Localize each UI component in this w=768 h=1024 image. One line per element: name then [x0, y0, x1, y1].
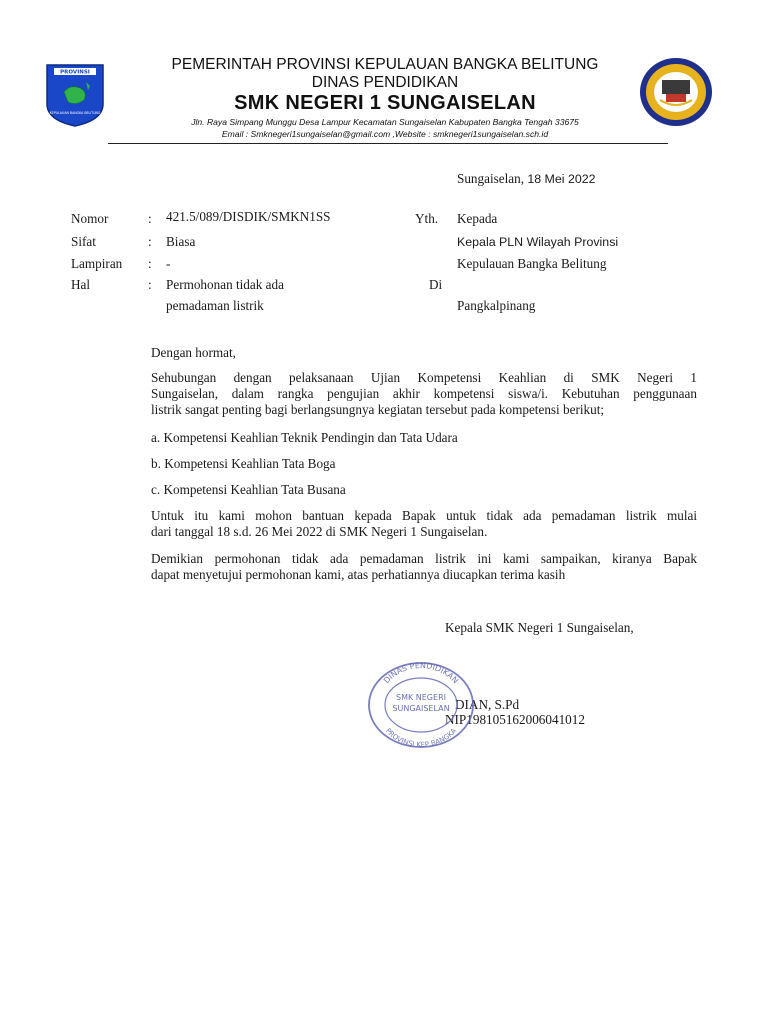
paragraph-3-line-2: dapat menyetujui permohonan kami, atas perhatiannya diucapkan terima kasih: [151, 567, 566, 582]
province-logo: [44, 62, 106, 128]
meta-sep-sifat: :: [148, 234, 152, 249]
school-logo: [638, 56, 714, 128]
recipient-name-line1: Kepala PLN Wilayah Provinsi: [457, 235, 619, 249]
recipient-di: Di: [429, 277, 443, 292]
paragraph-3-line-1: Demikian permohonan tidak ada pemadaman listrik ini kami sampaikan, kiranya Bapak: [151, 551, 697, 566]
nip-value: 198105162006041012: [466, 712, 585, 727]
signatory-name: DIAN, S.Pd: [455, 697, 520, 712]
meta-label-lampiran: Lampiran: [71, 256, 123, 271]
date-value: 18 Mei 2022: [527, 172, 596, 186]
official-stamp: [366, 660, 476, 750]
svg-text:PROVINSI KEP BANGKA: [384, 727, 458, 749]
meta-label-sifat: Sifat: [71, 234, 96, 249]
letterhead-divider: [108, 143, 668, 144]
recipient-place: Pangkalpinang: [457, 298, 536, 313]
recipient-yth: Yth.: [415, 211, 439, 226]
meta-value-hal: Permohonan tidak ada: [166, 277, 284, 292]
list-item: a. Kompetensi Keahlian Teknik Pendingin dan Tata Udara: [151, 430, 458, 445]
recipient-kepada: Kepada: [457, 211, 498, 226]
letterhead-school-name: SMK NEGERI 1 SUNGAISELAN: [234, 92, 536, 114]
meta-value-nomor: 421.5/089/DISDIK/SMKN1SS: [166, 209, 331, 224]
stamp-bottom-arc: PROVINSI KEP BANGKA: [383, 726, 459, 750]
paragraph-2-line-1: Untuk itu kami mohon bantuan kepada Bapak untuk tidak ada pemadaman listrik mulai: [151, 508, 697, 523]
letterhead-contact: Email : Smknegeri1sungaiselan@gmail.com ,Website : smknegeri1sungaiselan.sch.id: [221, 129, 549, 139]
stamp-top-arc: DINAS PENDIDIKAN: [381, 660, 461, 686]
paragraph-1-line-3: listrik sangat penting bagi berlangsungnya kegiatan tersebut pada kompetensi berikut;: [151, 402, 605, 417]
svg-text:DINAS PENDIDIKAN: [382, 661, 460, 685]
province-logo-sub: KEPULAUAN BANGKA BELITUNG: [49, 111, 101, 115]
stamp-center-line1: SMK NEGERI: [396, 693, 446, 702]
letterhead-department: DINAS PENDIDIKAN: [311, 74, 459, 91]
list-item: b. Kompetensi Keahlian Tata Boga: [151, 456, 336, 471]
list-item: c. Kompetensi Keahlian Tata Busana: [151, 482, 346, 497]
nip-label: NIP: [445, 712, 467, 727]
recipient-name-line2: Kepulauan Bangka Belitung: [457, 256, 607, 271]
paragraph-1-line-2: Sungaiselan, dalam rangka pengujian akhir kompetensi siswa/i. Kebutuhan penggunaan: [151, 386, 697, 401]
meta-sep-hal: :: [148, 277, 152, 292]
paragraph-2-line-2: dari tanggal 18 s.d. 26 Mei 2022 di SMK Negeri 1 Sungaiselan.: [151, 524, 488, 539]
meta-sep-nomor: :: [148, 211, 152, 226]
meta-sep-lampiran: :: [148, 256, 152, 271]
province-logo-text: PROVINSI: [60, 69, 90, 76]
paragraph-1-line-1: Sehubungan dengan pelaksanaan Ujian Kompetensi Keahlian di SMK Negeri 1: [151, 370, 697, 385]
meta-label-hal: Hal: [71, 277, 91, 292]
letterhead-government: PEMERINTAH PROVINSI KEPULAUAN BANGKA BELITUNG: [171, 56, 599, 73]
letterhead-address: Jln. Raya Simpang Munggu Desa Lampur Kecamatan Sungaiselan Kabupaten Bangka Tengah 33675: [191, 117, 579, 127]
signature-title: Kepala SMK Negeri 1 Sungaiselan,: [445, 620, 634, 635]
greeting: Dengan hormat,: [151, 345, 236, 360]
meta-label-nomor: Nomor: [71, 211, 109, 226]
meta-value-lampiran: -: [166, 256, 171, 271]
meta-value-hal-cont: pemadaman listrik: [166, 298, 264, 313]
stamp-center-line2: SUNGAISELAN: [392, 704, 450, 713]
meta-value-sifat: Biasa: [166, 234, 196, 249]
date-place: Sungaiselan,: [457, 171, 525, 186]
date-line: [457, 171, 596, 187]
